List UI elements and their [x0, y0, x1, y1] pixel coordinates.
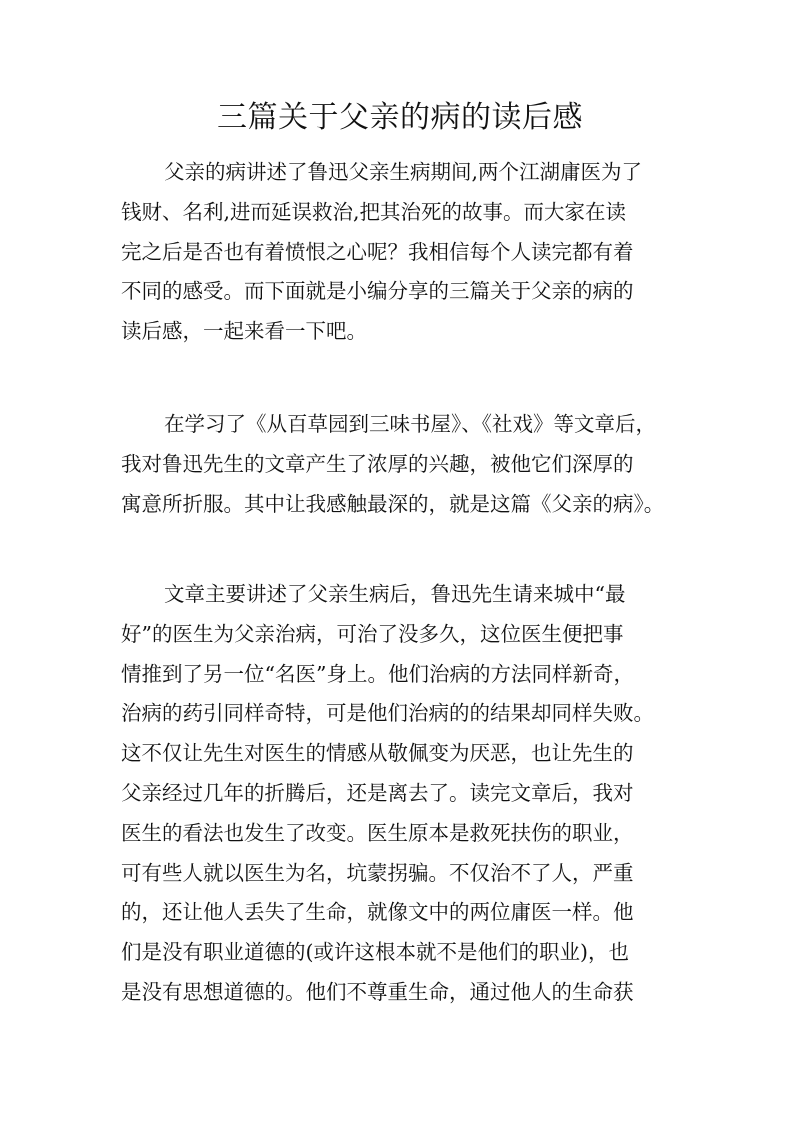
text-line: 可有些人就以医生为名，坑蒙拐骗。不仅治不了人，严重 — [121, 860, 634, 885]
text-line: 医生的看法也发生了改变。医生原本是救死扶伤的职业， — [121, 820, 634, 845]
text-line: 好”的医生为父亲治病，可治了没多久，这位医生便把事 — [121, 621, 624, 646]
text-line: 是没有思想道德的。他们不尊重生命，通过他人的生命获 — [121, 979, 634, 1004]
text-line: 们是没有职业道德的(或许这根本就不是他们的职业)，也 — [121, 940, 629, 965]
paragraph-third — [121, 575, 654, 1013]
text-line: 在学习了《从百草园到三味书屋》、《社戏》等文章后， — [164, 412, 656, 436]
text-line: 钱财、名利,进而延误救治,把其治死的故事。而大家在读 — [121, 199, 627, 224]
text-line: 父亲的病讲述了鲁迅父亲生病期间,两个江湖庸医为了 — [164, 160, 643, 184]
text-line: 读后感，一起来看一下吧。 — [121, 319, 367, 344]
text-line: 情推到了另一位“名医”身上。他们治病的方法同样新奇， — [121, 661, 634, 686]
text-line: 文章主要讲述了父亲生病后，鲁迅先生请来城中“最 — [164, 582, 626, 606]
text-line: 的，还让他人丢失了生命，就像文中的两位庸医一样。他 — [121, 900, 634, 925]
text-line: 不同的感受。而下面就是小编分享的三篇关于父亲的病的 — [121, 279, 634, 304]
text-line: 寓意所折服。其中让我感触最深的，就是这篇《父亲的病》。 — [121, 491, 665, 516]
text-line: 我对鲁迅先生的文章产生了浓厚的兴趣，被他它们深厚的 — [121, 451, 634, 476]
paragraph-intro — [121, 153, 642, 352]
paragraph-second — [121, 405, 664, 524]
text-line: 父亲经过几年的折腾后，还是离去了。读完文章后，我对 — [121, 780, 634, 805]
text-line: 这不仅让先生对医生的情感从敬佩变为厌恶，也让先生的 — [121, 741, 634, 766]
text-line: 治病的药引同样奇特，可是他们治病的的结果却同样失败。 — [121, 701, 654, 726]
text-line: 完之后是否也有着愤恨之心呢？我相信每个人读完都有着 — [121, 239, 634, 264]
document-title: 三篇关于父亲的病的读后感 — [217, 100, 583, 135]
